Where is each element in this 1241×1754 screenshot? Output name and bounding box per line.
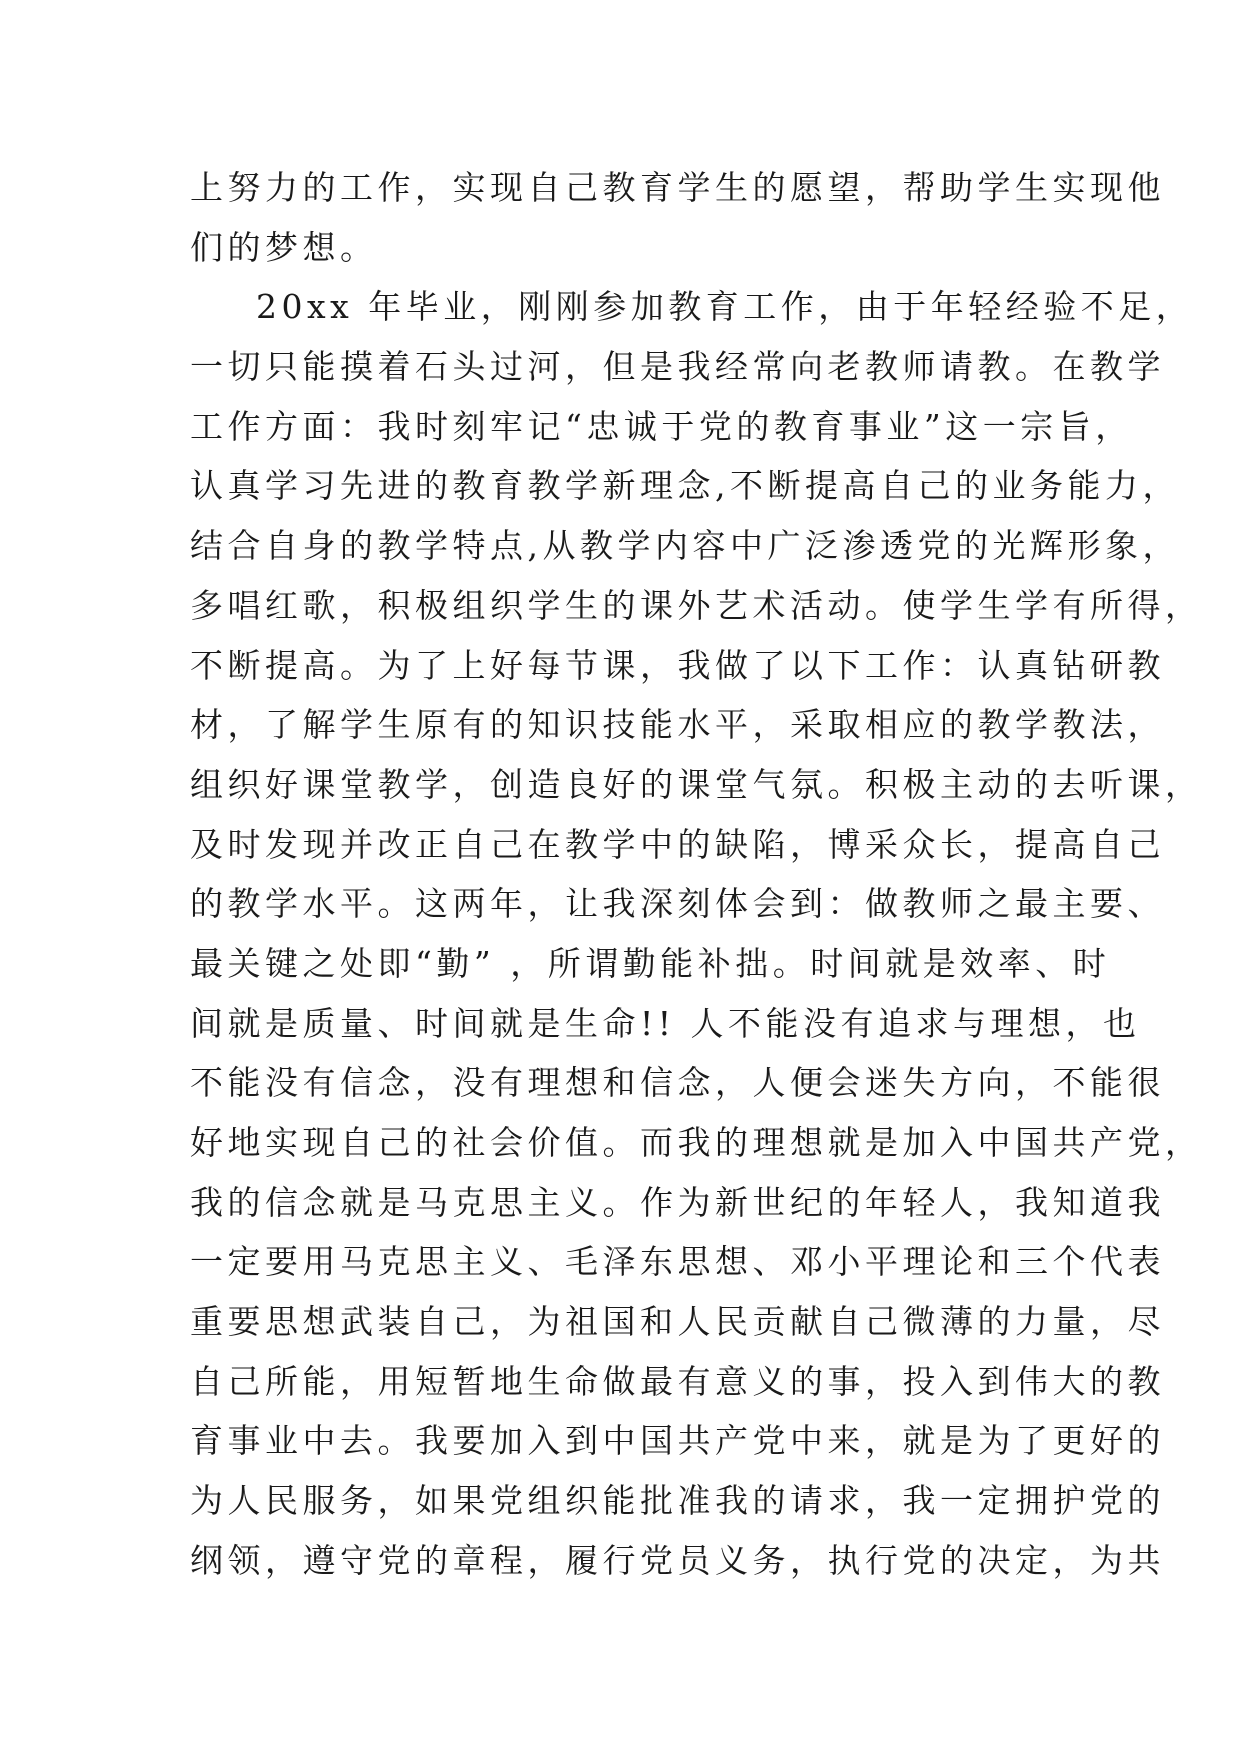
text-line: 不断提高。为了上好每节课，我做了以下工作：认真钻研教 [190,645,1165,685]
text-line: 及时发现并改正自己在教学中的缺陷，博采众长，提高自己 [190,824,1165,864]
text-line: 工作方面：我时刻牢记“忠诚于党的教育事业”这一宗旨， [190,406,1133,446]
text-line: 重要思想武装自己，为祖国和人民贡献自己微薄的力量，尽 [190,1302,1165,1342]
text-line: 好地实现自己的社会价值。而我的理想就是加入中国共产党， [190,1123,1203,1162]
document-body [190,158,1203,1591]
text-line: 最关键之处即“勤” ，所谓勤能补拙。时间就是效率、时 [190,943,1111,983]
text-line: 组织好课堂教学，创造良好的课堂气氛。积极主动的去听课， [190,764,1203,804]
text-line: 育事业中去。我要加入到中国共产党中来，就是为了更好的 [190,1421,1165,1461]
text-line: 多唱红歌，积极组织学生的课外艺术活动。使学生学有所得， [190,585,1203,625]
text-line: 我的信念就是马克思主义。作为新世纪的年轻人，我知道我 [190,1182,1165,1222]
text-line: 自己所能，用短暂地生命做最有意义的事，投入到伟大的教 [190,1361,1165,1401]
text-line: 的教学水平。这两年，让我深刻体会到：做教师之最主要、 [190,884,1165,924]
text-line: 纲领，遵守党的章程，履行党员义务，执行党的决定，为共 [190,1540,1165,1580]
text-line: 间就是质量、时间就是生命!! 人不能没有追求与理想，也 [190,1003,1141,1043]
paragraph-first-line: 20xx 年毕业，刚刚参加教育工作，由于年轻经验不足， [256,287,1194,327]
text-line: 上努力的工作，实现自己教育学生的愿望，帮助学生实现他 [190,168,1165,207]
text-line: 材，了解学生原有的知识技能水平，采取相应的教学教法， [190,705,1165,745]
text-line: 一切只能摸着石头过河，但是我经常向老教师请教。在教学 [190,347,1165,387]
text-line: 为人民服务，如果党组织能批准我的请求，我一定拥护党的 [190,1481,1165,1521]
text-line: 不能没有信念，没有理想和信念，人便会迷失方向，不能很 [190,1063,1165,1103]
text-line: 一定要用马克思主义、毛泽东思想、邓小平理论和三个代表 [190,1242,1165,1282]
text-line: 认真学习先进的教育教学新理念,不断提高自己的业务能力， [190,466,1180,506]
text-line: 结合自身的教学特点,从教学内容中广泛渗透党的光辉形象， [190,526,1180,566]
text-line: 们的梦想。 [190,227,378,267]
